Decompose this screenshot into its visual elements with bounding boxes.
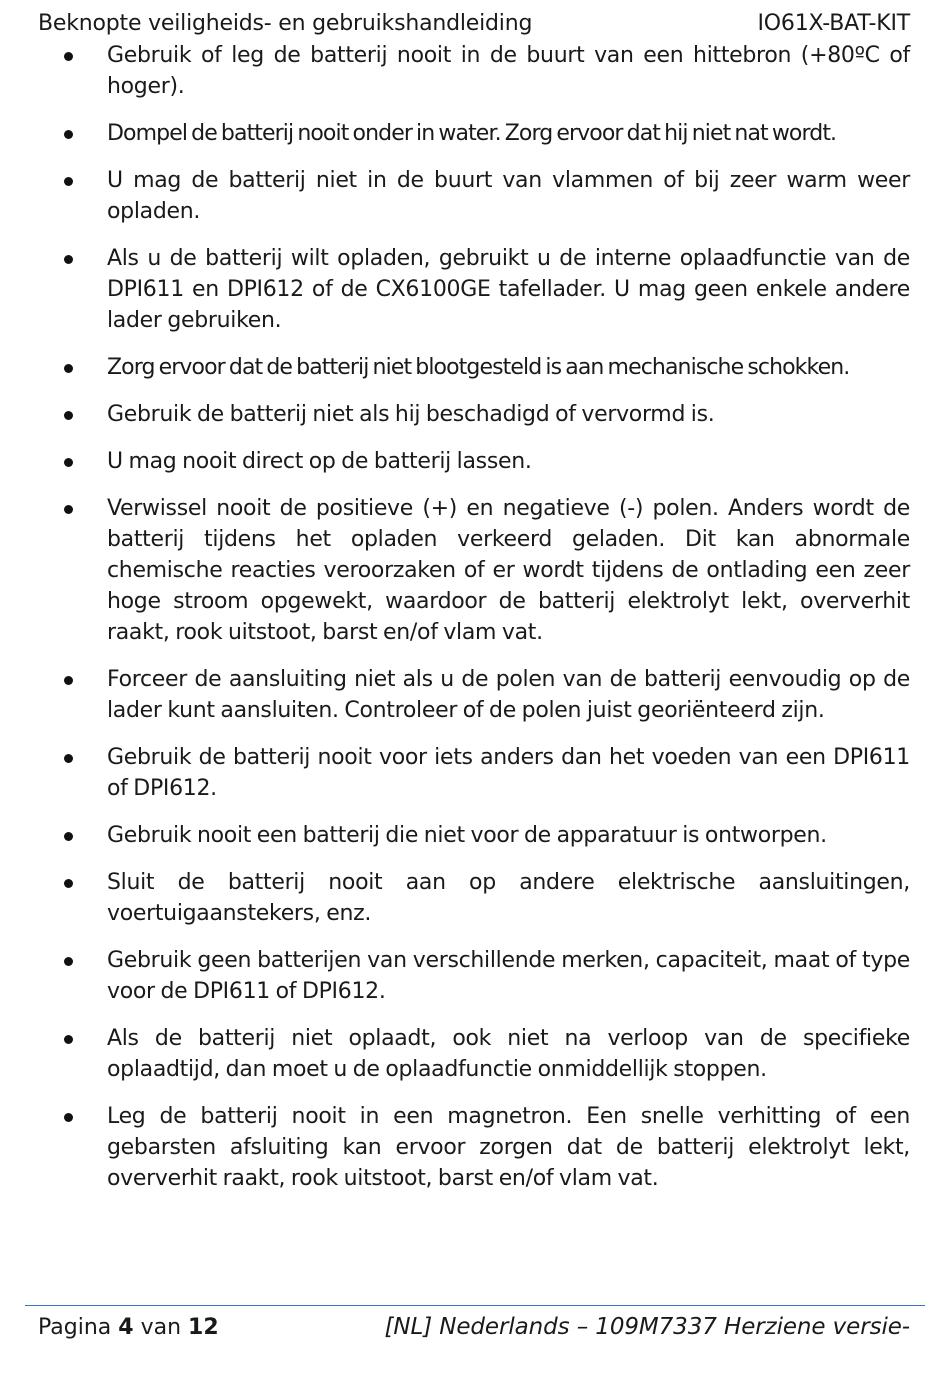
page-prefix: Pagina — [38, 1314, 112, 1340]
list-item-text: Gebruik geen batterijen van verschillende merken, capaciteit, maat of type voor de DPI611 of DPI612. — [107, 948, 910, 1004]
list-item-text: U mag nooit direct op de batterij lassen. — [107, 449, 532, 474]
bullet-icon — [64, 130, 73, 139]
bullet-icon — [64, 879, 73, 888]
header-title: Beknopte veiligheids- en gebruikshandleiding — [38, 10, 533, 36]
safety-instructions-list — [0, 40, 950, 1210]
list-item-text: Gebruik de batterij niet als hij beschadigd of vervormd is. — [107, 402, 715, 427]
header-document-code: IO61X-BAT-KIT — [757, 10, 910, 36]
list-item-text: Zorg ervoor dat de batterij niet blootgesteld is aan mechanische schokken. — [107, 355, 850, 380]
page-footer — [38, 1309, 910, 1345]
bullet-icon — [64, 676, 73, 685]
list-item — [0, 867, 950, 929]
list-item — [0, 493, 950, 648]
bullet-icon — [64, 458, 73, 467]
list-item — [0, 40, 950, 102]
bullet-icon — [64, 177, 73, 186]
list-item-text: Sluit de batterij nooit aan op andere elektrische aansluitingen, voertuigaanstekers, enz. — [107, 870, 910, 926]
page-total: 12 — [188, 1314, 219, 1340]
list-item-text: Gebruik de batterij nooit voor iets anders dan het voeden van een DPI611 of DPI612. — [107, 745, 910, 801]
list-item-text: Leg de batterij nooit in een magnetron. Een snelle verhitting of een gebarsten afsluiting kan ervoor zorgen dat de batterij elektrolyt lekt, oververhit raakt, rook uitstoot, barst en/of vlam vat. — [107, 1104, 910, 1191]
list-item-text: Gebruik of leg de batterij nooit in de buurt van een hittebron (+80ºC of hoger). — [107, 43, 910, 99]
list-item — [0, 1101, 950, 1194]
page-of: van — [140, 1314, 182, 1340]
list-item — [0, 243, 950, 336]
bullet-icon — [64, 832, 73, 841]
bullet-icon — [64, 255, 73, 264]
page-counter — [38, 1315, 219, 1340]
list-item-text: Als u de batterij wilt opladen, gebruikt u de interne oplaadfunctie van de DPI611 en DPI612 of de CX6100GE tafellader. U mag geen enkele andere lader gebruiken. — [107, 246, 910, 333]
page-number: 4 — [118, 1314, 134, 1340]
list-item-text: Verwissel nooit de positieve (+) en negatieve (-) polen. Anders wordt de batterij tijdens het opladen verkeerd geladen. Dit kan abnormale chemische reacties veroorzaken of er wordt tijdens de ontlading een zeer hoge stroom opgewekt, waardoor de batterij elektrolyt lekt, oververhit raakt, rook uitstoot, barst en/of vlam vat. — [107, 496, 910, 645]
list-item — [0, 446, 950, 477]
bullet-icon — [64, 364, 73, 373]
bullet-icon — [64, 957, 73, 966]
list-item — [0, 352, 950, 383]
bullet-icon — [64, 505, 73, 514]
list-item — [0, 945, 950, 1007]
bullet-icon — [64, 52, 73, 61]
list-item — [0, 742, 950, 804]
bullet-icon — [64, 411, 73, 420]
footer-divider — [25, 1305, 925, 1306]
list-item-text: U mag de batterij niet in de buurt van vlammen of bij zeer warm weer opladen. — [107, 168, 910, 224]
bullet-icon — [64, 754, 73, 763]
list-item-text: Gebruik nooit een batterij die niet voor de apparatuur is ontworpen. — [107, 823, 827, 848]
list-item-text: Dompel de batterij nooit onder in water. Zorg ervoor dat hij niet nat wordt. — [107, 121, 837, 146]
list-item — [0, 820, 950, 851]
bullet-icon — [64, 1035, 73, 1044]
page-header — [38, 6, 910, 40]
list-item — [0, 118, 950, 149]
list-item — [0, 1023, 950, 1085]
list-item — [0, 664, 950, 726]
list-item — [0, 165, 950, 227]
footer-document-info: [NL] Nederlands – 109M7337 Herziene versie- — [384, 1314, 910, 1340]
list-item — [0, 399, 950, 430]
bullet-icon — [64, 1113, 73, 1122]
list-item-text: Als de batterij niet oplaadt, ook niet na verloop van de specifieke oplaadtijd, dan moet u de oplaadfunctie onmiddellijk stoppen. — [107, 1026, 910, 1082]
list-item-text: Forceer de aansluiting niet als u de polen van de batterij eenvoudig op de lader kunt aansluiten. Controleer of de polen juist georiënteerd zijn. — [107, 667, 910, 723]
